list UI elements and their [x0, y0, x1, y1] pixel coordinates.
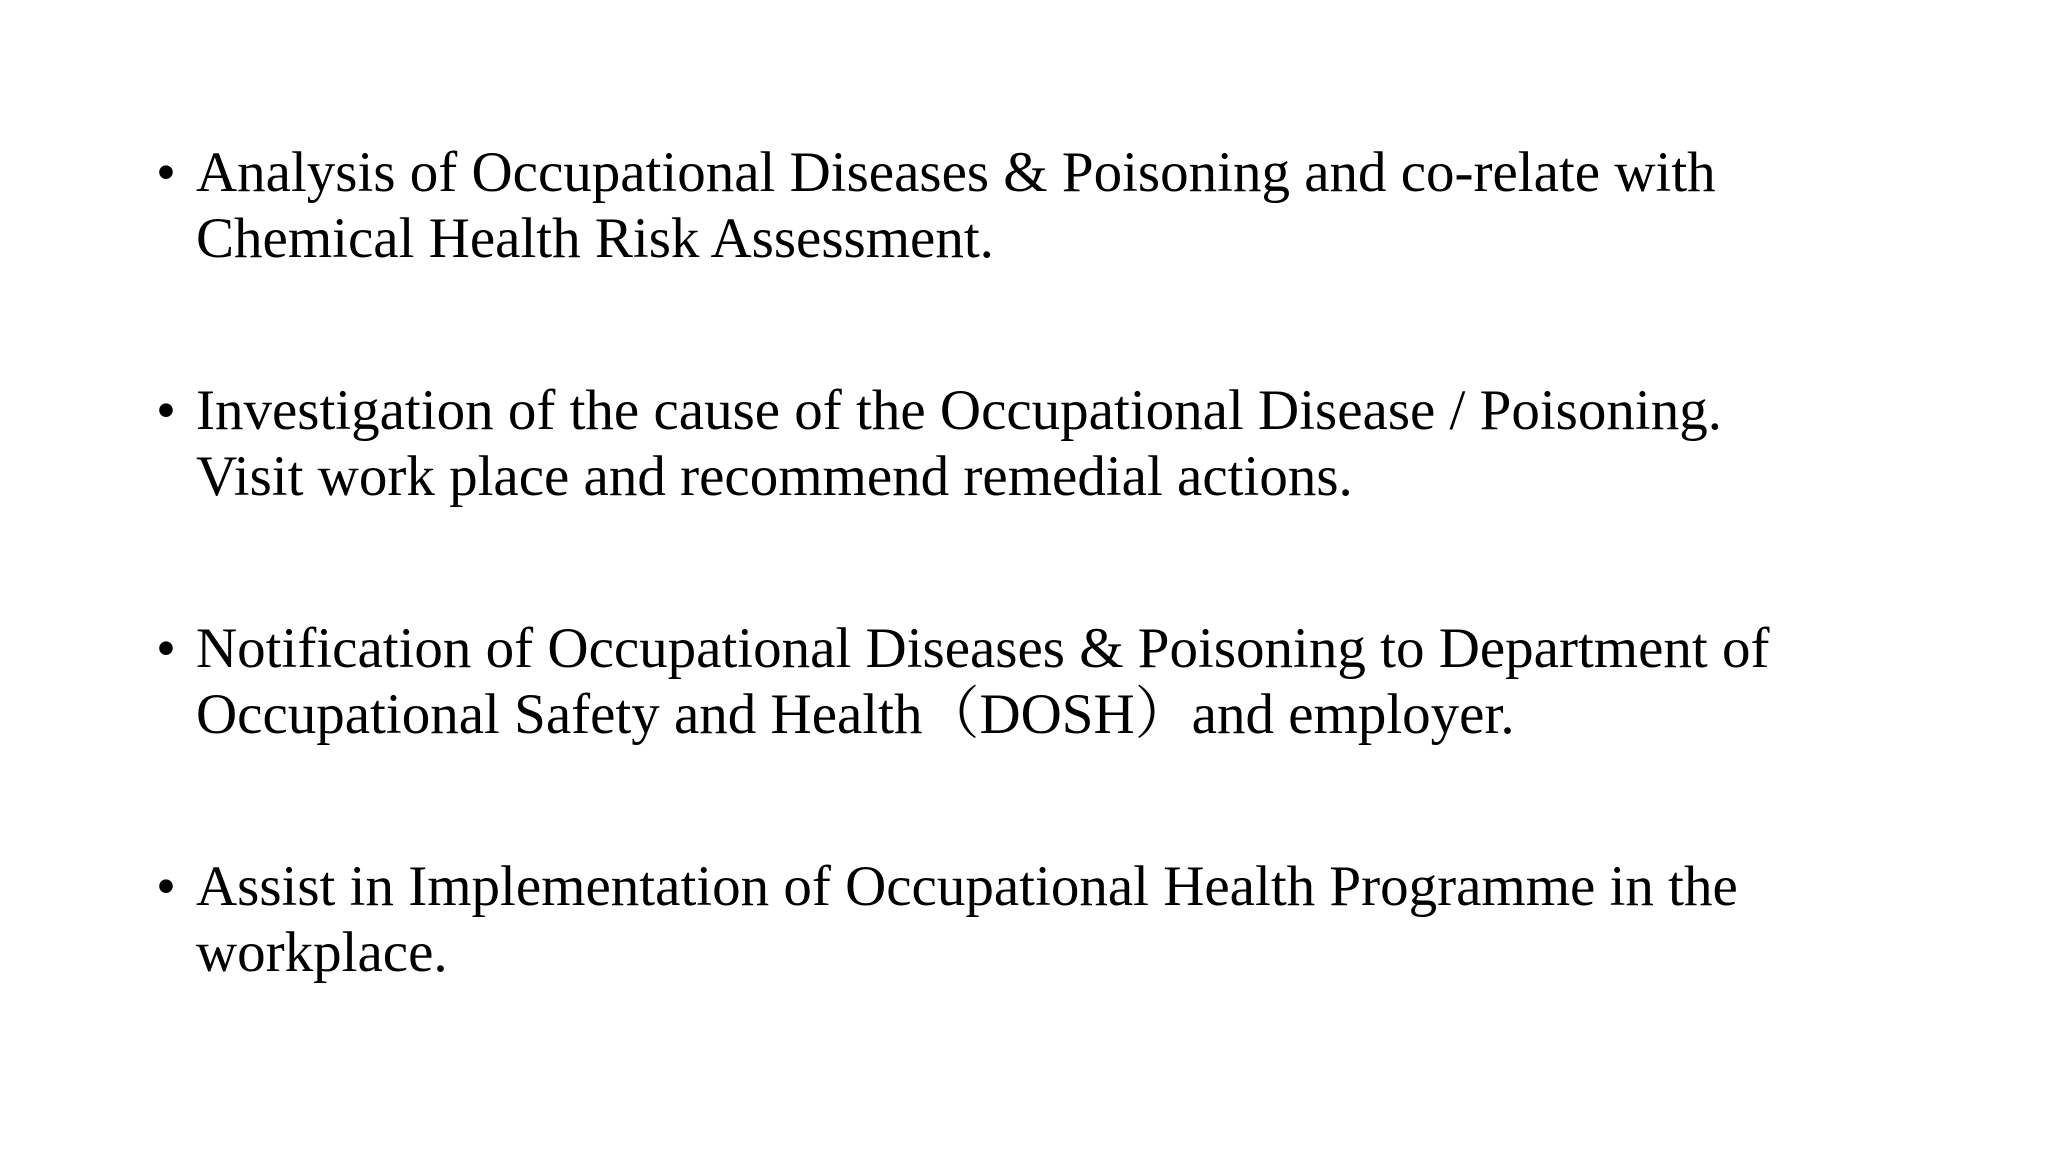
bullet-dot-icon: •: [156, 617, 176, 680]
bullet-text-line: Investigation of the cause of the Occupational Disease / Poisoning.: [196, 379, 1722, 442]
bullet-text-line: workplace.: [196, 921, 448, 984]
bullet-text-line: Occupational Safety and Health（DOSH）and employer.: [196, 683, 1515, 746]
bullet-item-notification: [150, 616, 1970, 748]
bullet-dot-icon: •: [156, 855, 176, 918]
bullet-item-implementation: [150, 854, 1970, 986]
bullet-dot-icon: •: [156, 141, 176, 204]
bullet-text-line: Visit work place and recommend remedial actions.: [196, 445, 1353, 508]
bullet-text-line: Assist in Implementation of Occupational Health Programme in the: [196, 855, 1738, 918]
bullet-item-analysis: [150, 140, 1970, 272]
bullet-text-line: Chemical Health Risk Assessment.: [196, 207, 994, 270]
bullet-item-investigation: [150, 378, 1970, 510]
bullet-dot-icon: •: [156, 379, 176, 442]
bullet-text-line: Notification of Occupational Diseases & Poisoning to Department of: [196, 617, 1770, 680]
bullet-list: [150, 140, 1970, 986]
bullet-text-line: Analysis of Occupational Diseases & Poisoning and co-relate with: [196, 141, 1716, 204]
